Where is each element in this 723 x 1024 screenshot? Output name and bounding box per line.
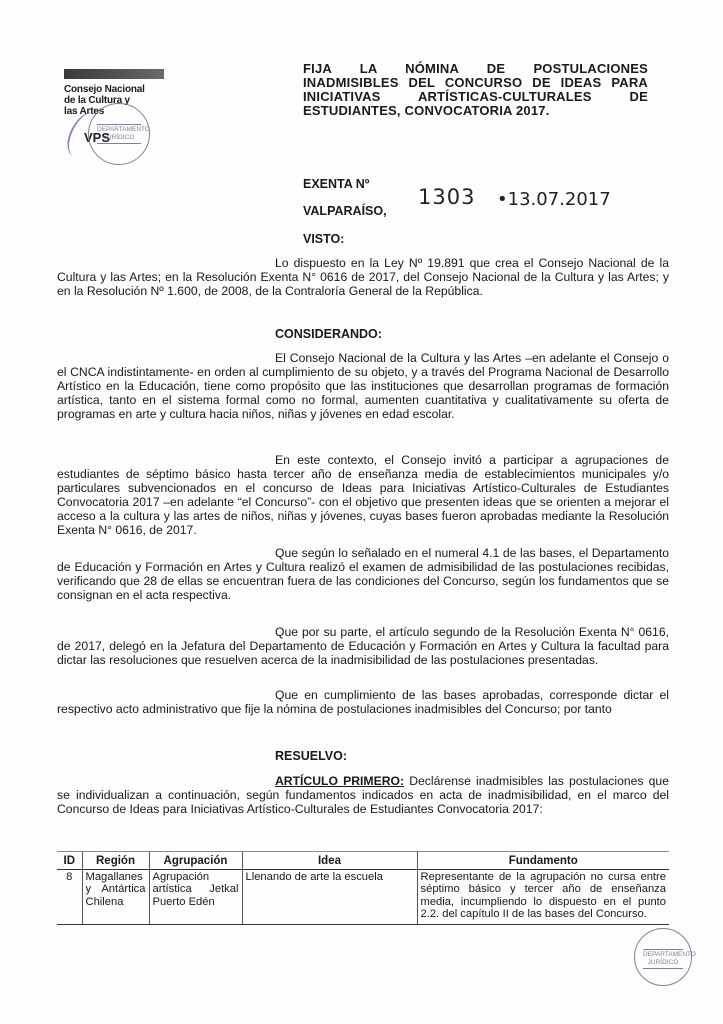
visto-text: Lo dispuesto en la Ley Nº 19.891 que crea el Consejo Nacional de la Cultura y las Artes; en la Resolución Exenta N° 0616 de 2017, del Consejo Nacional de la Cultura y las Artes; y en la Resolución Nº 1.600, de 2008, de la Contraloría General de la República.: [57, 256, 669, 298]
col-header-region: Región: [82, 852, 149, 870]
paragraph-text: Que en cumplimiento de las bases aprobadas, corresponde dictar el respectivo acto administrativo que fije la nómina de postulaciones inadmisibles del Concurso; por tanto: [57, 688, 669, 716]
paragraph-text: El Consejo Nacional de la Cultura y las Artes –en adelante el Consejo o el CNCA indistintamente- en orden al cumplimiento de su objeto, y a través del Programa Nacional de Desarrollo Artístico en la Educación, tiene como propósito que las instituciones que desarrollan programas de formación artística, tanto en el sistema formal como no formal, aumenten cuantitativa y cualitativamente su oferta de programas en arte y cultura hacia niños, niñas y jóvenes en edad escolar.: [57, 351, 669, 421]
article-label: ARTÍCULO PRIMERO:: [275, 774, 405, 788]
considerando-paragraph-1: [57, 351, 669, 421]
resuelvo-heading: RESUELVO:: [275, 749, 347, 763]
inadmissible-table: [57, 851, 669, 925]
table-header-row: [57, 852, 669, 870]
considerando-paragraph-5: [57, 688, 669, 716]
stamp-line-1: DEPARTAMENTO: [643, 951, 696, 958]
department-stamp-top: [88, 103, 150, 165]
resolution-date: •13.07.2017: [497, 189, 611, 210]
institution-line-2: de la Cultura y: [64, 95, 130, 106]
stamp-line-1: DEPARTAMENTO: [97, 126, 150, 133]
col-header-agrupacion: Agrupación: [149, 852, 242, 870]
paragraph-text: Que por su parte, el artículo segundo de la Resolución Exenta N° 0616, de 2017, delegó en la Jefatura del Departamento de Educación y Formación en Artes y Cultura la facultad para dictar las resoluciones que resuelven acerca de la inadmisibilidad de las postulaciones presentadas.: [57, 625, 669, 667]
col-header-idea: Idea: [242, 852, 417, 870]
exenta-number: 1303: [418, 185, 476, 209]
col-header-fundamento: Fundamento: [417, 852, 669, 870]
stamp-line-2: JURÍDICO: [103, 134, 135, 141]
considerando-heading: CONSIDERANDO:: [275, 327, 382, 341]
paragraph-text: Que según lo señalado en el numeral 4.1 de las bases, el Departamento de Educación y Formación en Artes y Cultura realizó el examen de admisibilidad de las postulaciones recibidas, verificando que 28 de ellas se encuentran fuera de las condiciones del Concurso, según los fundamentos que se consignan en el acta respectiva.: [57, 546, 669, 602]
considerando-paragraph-4: [57, 625, 669, 667]
article-primero: [57, 774, 669, 816]
institution-logo-bar: [64, 69, 164, 79]
cell-agrupacion: Agrupación artística Jetkal Puerto Edén: [149, 869, 242, 924]
cell-region: Magallanes y Antártica Chilena: [82, 869, 149, 924]
institution-line-3: las Artes: [64, 106, 105, 117]
department-stamp-bottom: [634, 928, 696, 986]
considerando-paragraph-3: [57, 546, 669, 602]
table-row: [57, 869, 669, 924]
initials: VPS: [84, 130, 111, 145]
exenta-label: EXENTA Nº: [303, 177, 370, 191]
visto-heading: VISTO:: [303, 232, 345, 246]
considerando-paragraph-2: [57, 453, 669, 537]
document-title: FIJA LA NÓMINA DE POSTULACIONES INADMISIBLES DEL CONCURSO DE IDEAS PARA INICIATIVAS ARTÍSTICAS-CULTURALES DE ESTUDIANTES, CONVOCATORIA 2017.: [303, 61, 648, 118]
paragraph-text: En este contexto, el Consejo invitó a participar a agrupaciones de estudiantes de séptimo básico hasta tercer año de enseñanza media de establecimientos municipales y/o particulares subvencionados en el concurso de Ideas para Iniciativas Artístico-Culturales de Estudiantes Convocatoria 2017 –en adelante “el Concurso”- con el objetivo que presenten ideas que se orienten a mejorar el acceso a la cultura y las artes de niños, niñas y jóvenes, cuyas bases fueron aprobadas mediante la Resolución Exenta N° 0616, de 2017.: [57, 453, 669, 537]
cell-idea: Llenando de arte la escuela: [242, 869, 417, 924]
article-body: Declárense inadmisibles las postulaciones que se individualizan a continuación, según fundamentos indicados en acta de inadmisibilidad, en el marco del Concurso de Ideas para Iniciativas Artístico-Culturales de Estudiantes Convocatoria 2017:: [57, 774, 669, 816]
col-header-id: ID: [57, 852, 82, 870]
institution-line-1: Consejo Nacional: [64, 84, 145, 95]
city-label: VALPARAÍSO,: [303, 204, 387, 218]
cell-id: 8: [57, 869, 82, 924]
cell-fundamento: Representante de la agrupación no cursa entre séptimo básico y tercer año de enseñanza media, incumpliendo lo dispuesto en el punto 2.2. del capítulo II de las bases del Concurso.: [417, 869, 669, 924]
stamp-line-2: JURÍDICO: [647, 959, 679, 966]
visto-paragraph: [57, 256, 669, 298]
